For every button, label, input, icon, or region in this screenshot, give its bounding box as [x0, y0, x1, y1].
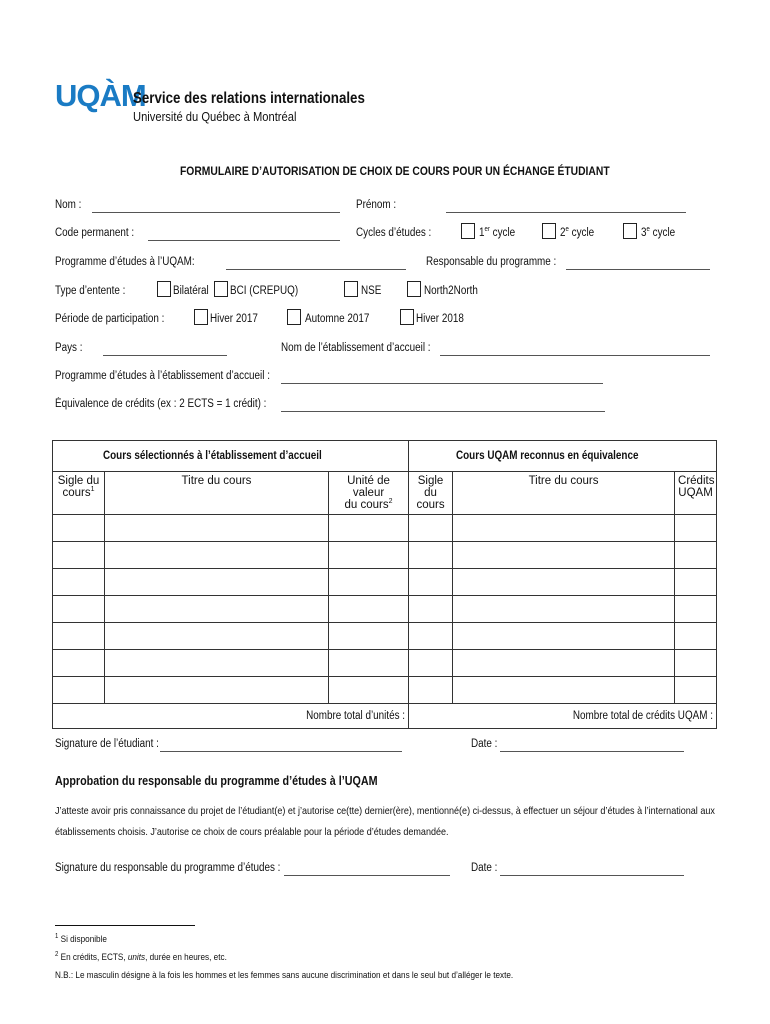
col-sigle-header: Sigle du cours$^1$ — [53, 472, 105, 515]
approbation-heading: Approbation du responsable du programme d’études à l’UQAM — [55, 774, 378, 788]
pays-label: Pays : — [55, 342, 83, 354]
col-titre-uqam-header: Titre du cours — [453, 472, 675, 515]
programme-accueil-label: Programme d’études à l’établissement d’accueil : — [55, 370, 270, 382]
table-row — [53, 623, 717, 650]
pays-field[interactable] — [103, 355, 227, 356]
footnote-divider — [55, 925, 195, 926]
cycle1-checkbox[interactable] — [461, 223, 475, 239]
cell[interactable] — [675, 596, 717, 623]
cell[interactable] — [453, 623, 675, 650]
cell[interactable] — [53, 542, 105, 569]
responsable-label: Responsable du programme : — [426, 256, 557, 268]
cell[interactable] — [105, 650, 329, 677]
cell[interactable] — [409, 515, 453, 542]
right-table-header: Cours UQAM reconnus en équivalence — [409, 441, 717, 472]
programme-uqam-field[interactable] — [226, 269, 406, 270]
footnote-2: $^2$ En crédits, ECTS, units, durée en heures, etc. — [55, 951, 227, 963]
col-unite-header: Unité de valeur du cours$^2$ — [329, 472, 409, 515]
cycle2-label: 2e cycle — [560, 226, 595, 239]
cell[interactable] — [675, 542, 717, 569]
nom-field[interactable] — [92, 212, 340, 213]
cell[interactable] — [53, 515, 105, 542]
cycle3-checkbox[interactable] — [623, 223, 637, 239]
cell[interactable] — [329, 515, 409, 542]
north2north-checkbox[interactable] — [407, 281, 421, 297]
uqam-logo: UQÀM — [55, 78, 146, 113]
hiver2018-checkbox[interactable] — [400, 309, 414, 325]
bilateral-label: Bilatéral — [173, 285, 209, 297]
programme-accueil-field[interactable] — [281, 383, 603, 384]
col-titre-header: Titre du cours — [105, 472, 329, 515]
cycle3-label: 3e cycle — [641, 226, 676, 239]
type-entente-label: Type d’entente : — [55, 285, 126, 297]
prenom-field[interactable] — [446, 212, 686, 213]
cell[interactable] — [409, 677, 453, 704]
cell[interactable] — [105, 677, 329, 704]
signature-responsable-label: Signature du responsable du programme d’études : — [55, 862, 281, 874]
signature-responsable-field[interactable] — [284, 875, 450, 876]
date-responsable-field[interactable] — [500, 875, 684, 876]
responsable-field[interactable] — [566, 269, 710, 270]
cell[interactable] — [409, 542, 453, 569]
cell[interactable] — [409, 623, 453, 650]
date-responsable-label: Date : — [471, 862, 498, 874]
col-sigle-uqam-header: Sigle du cours — [409, 472, 453, 515]
cell[interactable] — [53, 677, 105, 704]
left-table-header: Cours sélectionnés à l’établissement d’accueil — [53, 441, 409, 472]
signature-etudiant-label: Signature de l’étudiant : — [55, 738, 159, 750]
cell[interactable] — [675, 569, 717, 596]
table-row — [53, 515, 717, 542]
cell[interactable] — [409, 650, 453, 677]
bci-checkbox[interactable] — [214, 281, 228, 297]
cell[interactable] — [329, 596, 409, 623]
cell[interactable] — [53, 650, 105, 677]
cell[interactable] — [453, 596, 675, 623]
nom-label: Nom : — [55, 199, 82, 211]
equivalence-field[interactable] — [281, 411, 605, 412]
cell[interactable] — [329, 542, 409, 569]
cell[interactable] — [453, 677, 675, 704]
cell[interactable] — [409, 596, 453, 623]
cycles-label: Cycles d’études : — [356, 227, 432, 239]
cell[interactable] — [329, 677, 409, 704]
cell[interactable] — [329, 650, 409, 677]
cell[interactable] — [105, 515, 329, 542]
approbation-text-line1: J’atteste avoir pris connaissance du projet de l’étudiant(e) et j’autorise ce(tte) dernier(ère), mentionné(e) ci-dessus, à effectuer un séjour d’études à l’international aux — [55, 805, 715, 817]
cell[interactable] — [675, 623, 717, 650]
footnote-nb: N.B.: Le masculin désigne à la fois les hommes et les femmes sans aucune discrimination et dans le seul but d’alléger le texte. — [55, 970, 514, 981]
hiver2018-label: Hiver 2018 — [416, 313, 464, 325]
total-credits-label: Nombre total de crédits UQAM : — [409, 704, 717, 729]
table-row — [53, 650, 717, 677]
date-etudiant-label: Date : — [471, 738, 498, 750]
cell[interactable] — [329, 569, 409, 596]
table-row — [53, 596, 717, 623]
programme-uqam-label: Programme d’études à l’UQAM: — [55, 256, 195, 268]
footnote-1: $^1$ Si disponible — [55, 933, 107, 945]
nse-label: NSE — [361, 285, 382, 297]
automne2017-label: Automne 2017 — [305, 313, 370, 325]
bilateral-checkbox[interactable] — [157, 281, 171, 297]
cell[interactable] — [53, 569, 105, 596]
logo-service-name: Service des relations internationales — [133, 90, 365, 107]
code-permanent-label: Code permanent : — [55, 227, 135, 239]
hiver2017-label: Hiver 2017 — [210, 313, 258, 325]
cell[interactable] — [105, 596, 329, 623]
cell[interactable] — [453, 569, 675, 596]
cell[interactable] — [675, 515, 717, 542]
form-title: FORMULAIRE D’AUTORISATION DE CHOIX DE COURS POUR UN ÉCHANGE ÉTUDIANT — [180, 164, 610, 178]
code-permanent-field[interactable] — [148, 240, 340, 241]
bci-label: BCI (CREPUQ) — [230, 285, 299, 297]
approbation-text-line2: établissements choisis. J’autorise ce choix de cours préalable pour la période d’études demandée. — [55, 826, 449, 838]
cell[interactable] — [53, 596, 105, 623]
automne2017-checkbox[interactable] — [287, 309, 301, 325]
table-row — [53, 569, 717, 596]
cell[interactable] — [453, 515, 675, 542]
logo-university-name: Université du Québec à Montréal — [133, 109, 297, 124]
hiver2017-checkbox[interactable] — [194, 309, 208, 325]
cell[interactable] — [105, 569, 329, 596]
total-units-label: Nombre total d’unités : — [53, 704, 409, 729]
nom-etablissement-label: Nom de l’établissement d’accueil : — [281, 342, 431, 354]
cell[interactable] — [453, 650, 675, 677]
cell[interactable] — [53, 623, 105, 650]
cell[interactable] — [675, 677, 717, 704]
cell[interactable] — [329, 623, 409, 650]
nom-etablissement-field[interactable] — [440, 355, 710, 356]
north2north-label: North2North — [424, 285, 478, 297]
signature-etudiant-field[interactable] — [160, 751, 402, 752]
periode-label: Période de participation : — [55, 313, 165, 325]
cycle1-label: 1er cycle — [479, 226, 516, 239]
table-row — [53, 677, 717, 704]
col-credits-header: Crédits UQAM — [675, 472, 717, 515]
cycle2-checkbox[interactable] — [542, 223, 556, 239]
nse-checkbox[interactable] — [344, 281, 358, 297]
cell[interactable] — [105, 542, 329, 569]
cell[interactable] — [453, 542, 675, 569]
cell[interactable] — [675, 650, 717, 677]
prenom-label: Prénom : — [356, 199, 397, 211]
cell[interactable] — [409, 569, 453, 596]
table-row — [53, 542, 717, 569]
equivalence-label: Équivalence de crédits (ex : 2 ECTS = 1 crédit) : — [55, 398, 267, 410]
cell[interactable] — [105, 623, 329, 650]
date-etudiant-field[interactable] — [500, 751, 684, 752]
courses-table — [52, 440, 717, 729]
